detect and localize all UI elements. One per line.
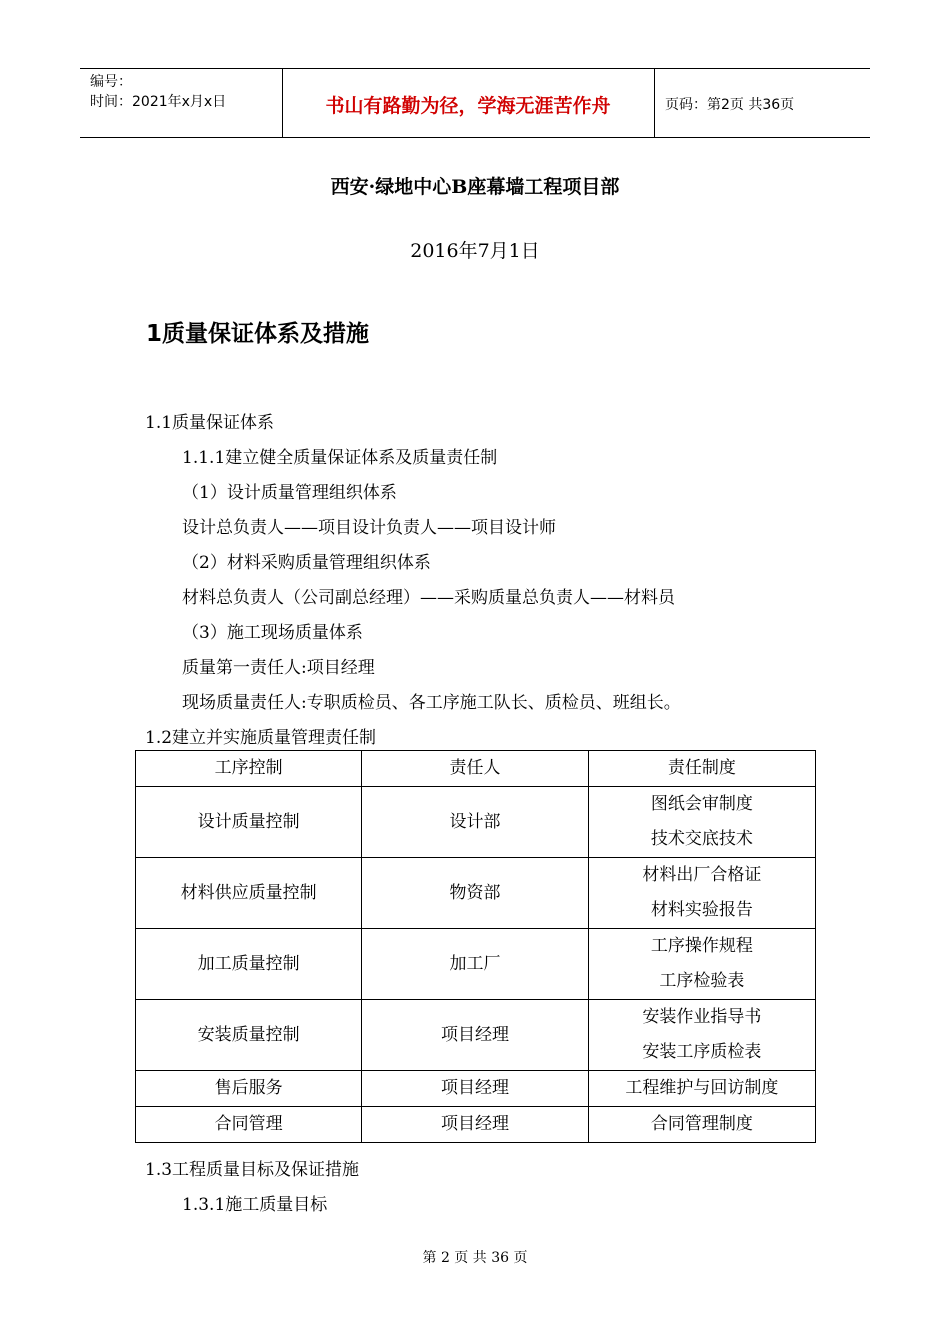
system-cell: 工程维护与回访制度 <box>588 1071 815 1107</box>
table-row <box>136 787 816 858</box>
process-cell: 安装质量控制 <box>136 1000 362 1071</box>
system-cell: 合同管理制度 <box>588 1107 815 1143</box>
process-cell: 材料供应质量控制 <box>136 858 362 929</box>
subsection-1-1-1: 1.1.1建立健全质量保证体系及质量责任制 <box>182 448 498 468</box>
document-time-label: 时间：2021年x月x日 <box>90 94 227 110</box>
site-responsible-text: 现场质量责任人:专职质检员、各工序施工队长、质检员、班组长。 <box>182 693 681 713</box>
header-motto: 书山有路勤为径，学海无涯苦作舟 <box>325 95 611 117</box>
system-cell <box>588 858 815 929</box>
subsection-1-2: 1.2建立并实施质量管理责任制 <box>145 728 377 748</box>
subsection-1-1: 1.1质量保证体系 <box>145 413 275 433</box>
table-header-cell: 工序控制 <box>136 751 362 787</box>
item-site-system: （3）施工现场质量体系 <box>182 623 363 643</box>
subsection-1-3: 1.3工程质量目标及保证措施 <box>145 1160 360 1180</box>
system-cell <box>588 929 815 1000</box>
document-number-label: 编号： <box>90 74 132 90</box>
owner-cell: 加工厂 <box>362 929 588 1000</box>
system-line: 图纸会审制度 <box>650 794 753 814</box>
organization-title: 西安·绿地中心B座幕墙工程项目部 <box>330 176 620 198</box>
page-header <box>80 68 870 138</box>
table-row <box>136 929 816 1000</box>
process-cell: 售后服务 <box>136 1071 362 1107</box>
page-footer: 第 2 页 共 36 页 <box>422 1250 528 1266</box>
material-chain-text: 材料总负责人（公司副总经理）——采购质量总负责人——材料员 <box>182 588 675 608</box>
header-page-info: 页码：第2页 共36页 <box>665 97 795 113</box>
owner-cell: 物资部 <box>362 858 588 929</box>
system-cell <box>588 1000 815 1071</box>
system-line: 工序检验表 <box>659 971 745 991</box>
system-line: 材料实验报告 <box>650 900 753 920</box>
section-heading: 1质量保证体系及措施 <box>146 321 370 347</box>
design-chain-text: 设计总负责人——项目设计负责人——项目设计师 <box>182 518 556 538</box>
owner-cell: 项目经理 <box>362 1107 588 1143</box>
process-cell: 加工质量控制 <box>136 929 362 1000</box>
table-row <box>136 1071 816 1107</box>
system-line: 技术交底技术 <box>650 829 753 849</box>
process-cell: 设计质量控制 <box>136 787 362 858</box>
document-date: 2016年7月1日 <box>410 240 540 262</box>
header-meta-cell <box>80 69 283 137</box>
table-row <box>136 1000 816 1071</box>
system-line: 安装作业指导书 <box>642 1007 762 1027</box>
header-motto-cell <box>282 69 655 137</box>
subsection-1-3-1: 1.3.1施工质量目标 <box>182 1195 328 1215</box>
first-responsible-text: 质量第一责任人:项目经理 <box>182 658 375 678</box>
process-cell: 合同管理 <box>136 1107 362 1143</box>
table-header-row <box>136 751 816 787</box>
table-header-cell: 责任人 <box>362 751 588 787</box>
system-line: 材料出厂合格证 <box>642 865 762 885</box>
table-row <box>136 1107 816 1143</box>
responsibility-table <box>135 750 816 1143</box>
item-design-system: （1）设计质量管理组织体系 <box>182 483 397 503</box>
system-line: 安装工序质检表 <box>642 1042 762 1062</box>
owner-cell: 项目经理 <box>362 1071 588 1107</box>
owner-cell: 设计部 <box>362 787 588 858</box>
system-cell <box>588 787 815 858</box>
table-row <box>136 858 816 929</box>
owner-cell: 项目经理 <box>362 1000 588 1071</box>
system-line: 工序操作规程 <box>650 936 753 956</box>
item-material-system: （2）材料采购质量管理组织体系 <box>182 553 431 573</box>
table-header-cell: 责任制度 <box>588 751 815 787</box>
header-page-cell <box>655 69 870 137</box>
